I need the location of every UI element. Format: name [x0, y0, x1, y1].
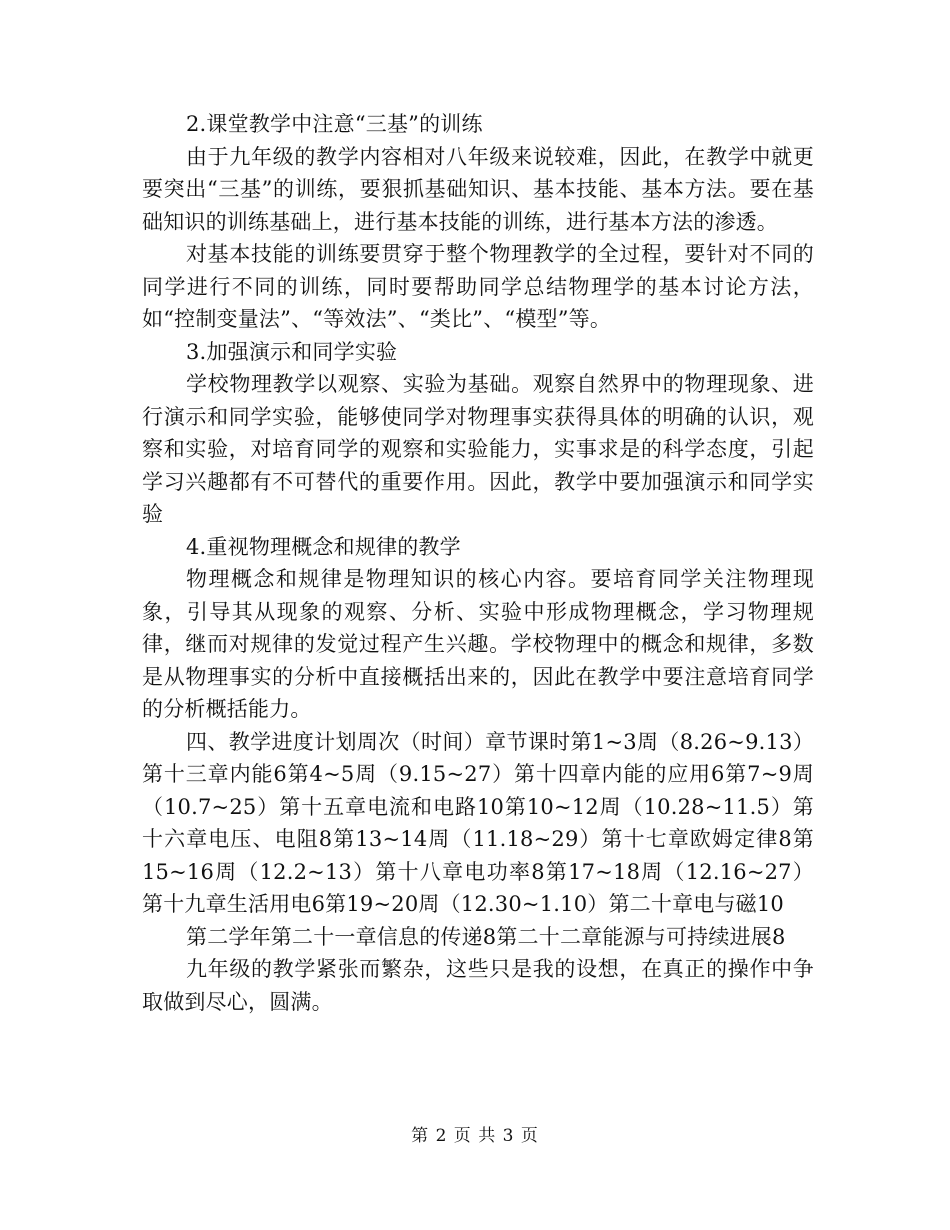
paragraph-conclusion: 九年级的教学紧张而繁杂，这些只是我的设想，在真正的操作中争取做到尽心，圆满。 [142, 957, 814, 1014]
document-body [142, 108, 814, 1018]
paragraph-second-term: 第二学年第二十一章信息的传递8第二十二章能源与可持续进展8 [186, 924, 786, 949]
section-heading-experiments: 3.加强演示和同学实验 [186, 339, 398, 364]
paragraph-basic-skills: 对基本技能的训练要贯穿于整个物理教学的全过程，要针对不同的同学进行不同的训练，同时要帮助同学总结物理学的基本讨论方法，如“控制变量法”、“等效法”、“类比”、“模型”等。 [142, 242, 814, 331]
section-heading-three-basics: 2.课堂教学中注意“三基”的训练 [186, 112, 483, 136]
paragraph-experiments: 学校物理教学以观察、实验为基础。观察自然界中的物理现象、进行演示和同学实验，能够使同学对物理事实获得具体的明确的认识，观察和实验，对培育同学的观察和实验能力，实事求是的科学态度，引起学习兴趣都有不可替代的重要作用。因此，教学中要加强演示和同学实验 [142, 372, 814, 526]
page-number-footer: 第 2 页 共 3 页 [411, 1126, 539, 1146]
paragraph-concepts: 物理概念和规律是物理知识的核心内容。要培育同学关注物理现象，引导其从现象的观察、分析、实验中形成物理概念，学习物理规律，继而对规律的发觉过程产生兴趣。学校物理中的概念和规律，多数是从物理事实的分析中直接概括出来的，因此在教学中要注意培育同学的分析概括能力。 [142, 567, 814, 721]
paragraph-three-basics: 由于九年级的教学内容相对八年级来说较难，因此，在教学中就更要突出“三基”的训练，要狠抓基础知识、基本技能、基本方法。要在基础知识的训练基础上，进行基本技能的训练，进行基本方法的渗透。 [142, 144, 814, 234]
paragraph-schedule: 四、教学进度计划周次（时间）章节课时第1~3周（8.26~9.13）第十三章内能6第4~5周（9.15~27）第十四章内能的应用6第7~9周（10.7~25）第十五章电流和电路10第10~12周（10.28~11.5）第十六章电压、电阻8第13~14周（11.18~29）第十七章欧姆定律8第15~16周（12.2~13）第十八章电功率8第17~18周（12.16~27）第十九章生活用电6第19~20周（12.30~1.10）第二十章电与磁10 [142, 729, 814, 916]
section-heading-concepts: 4.重视物理概念和规律的教学 [186, 534, 461, 559]
